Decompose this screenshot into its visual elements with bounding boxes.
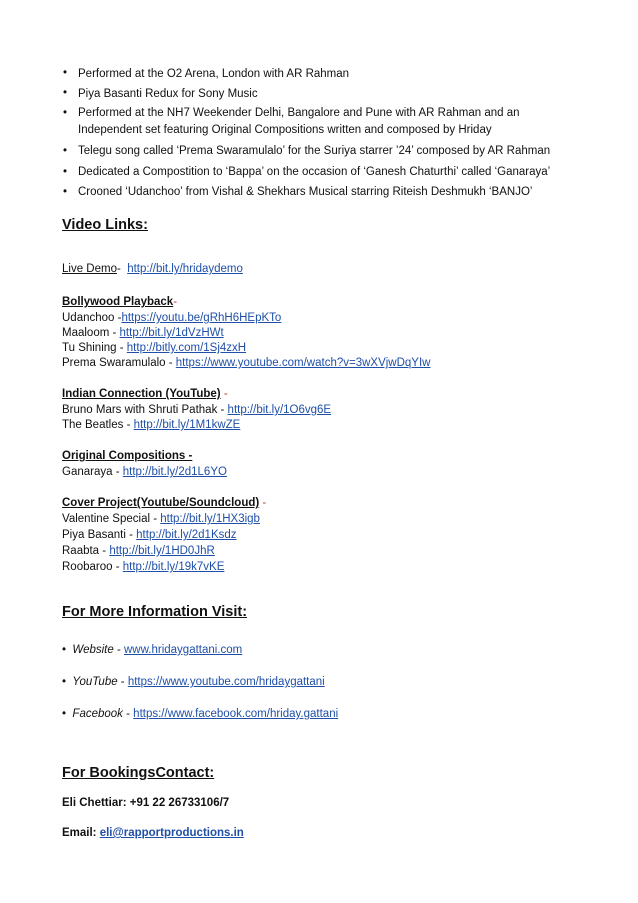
item-sep: - [113, 644, 124, 656]
list-item [62, 326, 224, 341]
list-item [62, 341, 246, 356]
item-label: Udanchoo - [62, 312, 122, 324]
bollywood-dash: - [173, 296, 178, 308]
indian-dash: - [220, 388, 228, 400]
facebook-link[interactable]: https://www.facebook.com/hriday.gattani [133, 708, 339, 720]
item-link[interactable]: http://bit.ly/1M1kwZE [133, 419, 241, 431]
item-label: Prema Swaramulalo - [62, 357, 176, 369]
list-item [62, 675, 325, 690]
indian-heading-row [62, 387, 228, 402]
item-label: Valentine Special - [62, 513, 161, 525]
email-link[interactable]: eli@rapportproductions.in [99, 827, 244, 839]
list-item [62, 707, 338, 722]
item-label: Tu Shining - [62, 342, 127, 354]
live-demo-link[interactable]: http://bit.ly/hridaydemo [127, 263, 243, 275]
item-link[interactable]: http://bit.ly/2d1L6YO [122, 466, 227, 478]
list-item: Performed at the O2 Arena, London with AR Rahman [78, 68, 350, 80]
item-link[interactable]: http://bit.ly/1O6vg6E [227, 404, 332, 416]
list-item [62, 560, 224, 575]
cover-dash: - [259, 497, 267, 509]
list-item [62, 544, 215, 559]
original-heading: Original Compositions - [62, 450, 193, 462]
cover-heading-row [62, 496, 266, 511]
youtube-link[interactable]: https://www.youtube.com/hridaygattani [127, 676, 325, 688]
video-links-heading: Video Links: [62, 217, 148, 233]
item-label: Maaloom - [62, 327, 120, 339]
website-link[interactable]: www.hridaygattani.com [124, 644, 243, 656]
original-heading-row [62, 449, 192, 464]
list-item [62, 643, 242, 658]
item-label: Roobaroo - [62, 561, 123, 573]
list-item [62, 403, 331, 418]
list-item [62, 465, 227, 480]
item-sep: - [117, 676, 128, 688]
item-link[interactable]: https://youtu.be/gRhH6HEpKTo [121, 312, 282, 324]
youtube-label: YouTube [72, 676, 118, 688]
list-item [62, 418, 240, 433]
list-item [62, 311, 281, 326]
item-link[interactable]: http://bit.ly/1HD0JhR [109, 545, 215, 557]
list-item: Crooned ‘Udanchoo’ from Vishal & Shekhars Musical starring Riteish Deshmukh ‘BANJO’ [78, 186, 533, 198]
item-label: Bruno Mars with Shruti Pathak - [62, 404, 228, 416]
bullet-marker: • [63, 145, 68, 157]
list-item [62, 512, 260, 527]
list-item: Dedicated a Compostition to ‘Bappa’ on the occasion of ‘Ganesh Chaturthi’ called ‘Ganaraya’ [78, 166, 551, 178]
list-item: Telegu song called ‘Prema Swaramulalo’ for the Suriya starrer ’24’ composed by AR Rahman [78, 145, 551, 157]
item-link[interactable]: http://bit.ly/2d1Ksdz [136, 529, 237, 541]
bookings-heading: For BookingsContact: [62, 765, 215, 781]
bullet-marker: • [63, 67, 68, 79]
bollywood-heading-row [62, 295, 177, 310]
more-info-heading: For More Information Visit: [62, 604, 248, 620]
email-label: Email: [62, 827, 100, 839]
list-item [62, 356, 430, 371]
item-label: Raabta - [62, 545, 110, 557]
contact-line: Eli Chettiar: +91 22 26733106/7 [62, 797, 230, 809]
bullet-marker: • [63, 186, 68, 198]
live-demo-row [62, 262, 243, 277]
item-link[interactable]: http://bit.ly/1HX3igb [160, 513, 260, 525]
bullet-marker: • [63, 166, 68, 178]
indian-heading: Indian Connection (YouTube) [62, 388, 221, 400]
item-link[interactable]: http://bit.ly/19k7vKE [122, 561, 225, 573]
bullet-marker: • [63, 87, 68, 99]
website-label: Website [72, 644, 114, 656]
list-item [62, 528, 237, 543]
bullet-marker: • [62, 676, 67, 688]
item-label: The Beatles - [62, 419, 134, 431]
item-link[interactable]: http://bit.ly/1dVzHWt [119, 327, 224, 339]
item-link[interactable]: http://bitly.com/1Sj4zxH [126, 342, 247, 354]
facebook-label: Facebook [72, 708, 123, 720]
item-sep: - [122, 708, 134, 720]
list-item: Piya Basanti Redux for Sony Music [78, 88, 258, 100]
bullet-marker: • [63, 107, 68, 119]
bollywood-heading: Bollywood Playback [62, 296, 174, 308]
bullet-marker: • [62, 708, 67, 720]
list-item: Performed at the NH7 Weekender Delhi, Bangalore and Pune with AR Rahman and an Independent set featuring Original Compositions written and composed by Hriday [78, 107, 520, 136]
cover-heading: Cover Project(Youtube/Soundcloud) [62, 497, 260, 509]
item-label: Ganaraya - [62, 466, 123, 478]
email-row [62, 826, 244, 841]
bullet-marker: • [62, 644, 67, 656]
item-label: Piya Basanti - [62, 529, 137, 541]
item-link[interactable]: https://www.youtube.com/watch?v=3wXVjwDqYIw [175, 357, 431, 369]
live-demo-label: Live Demo [62, 263, 117, 275]
live-demo-sep: - [116, 263, 121, 275]
